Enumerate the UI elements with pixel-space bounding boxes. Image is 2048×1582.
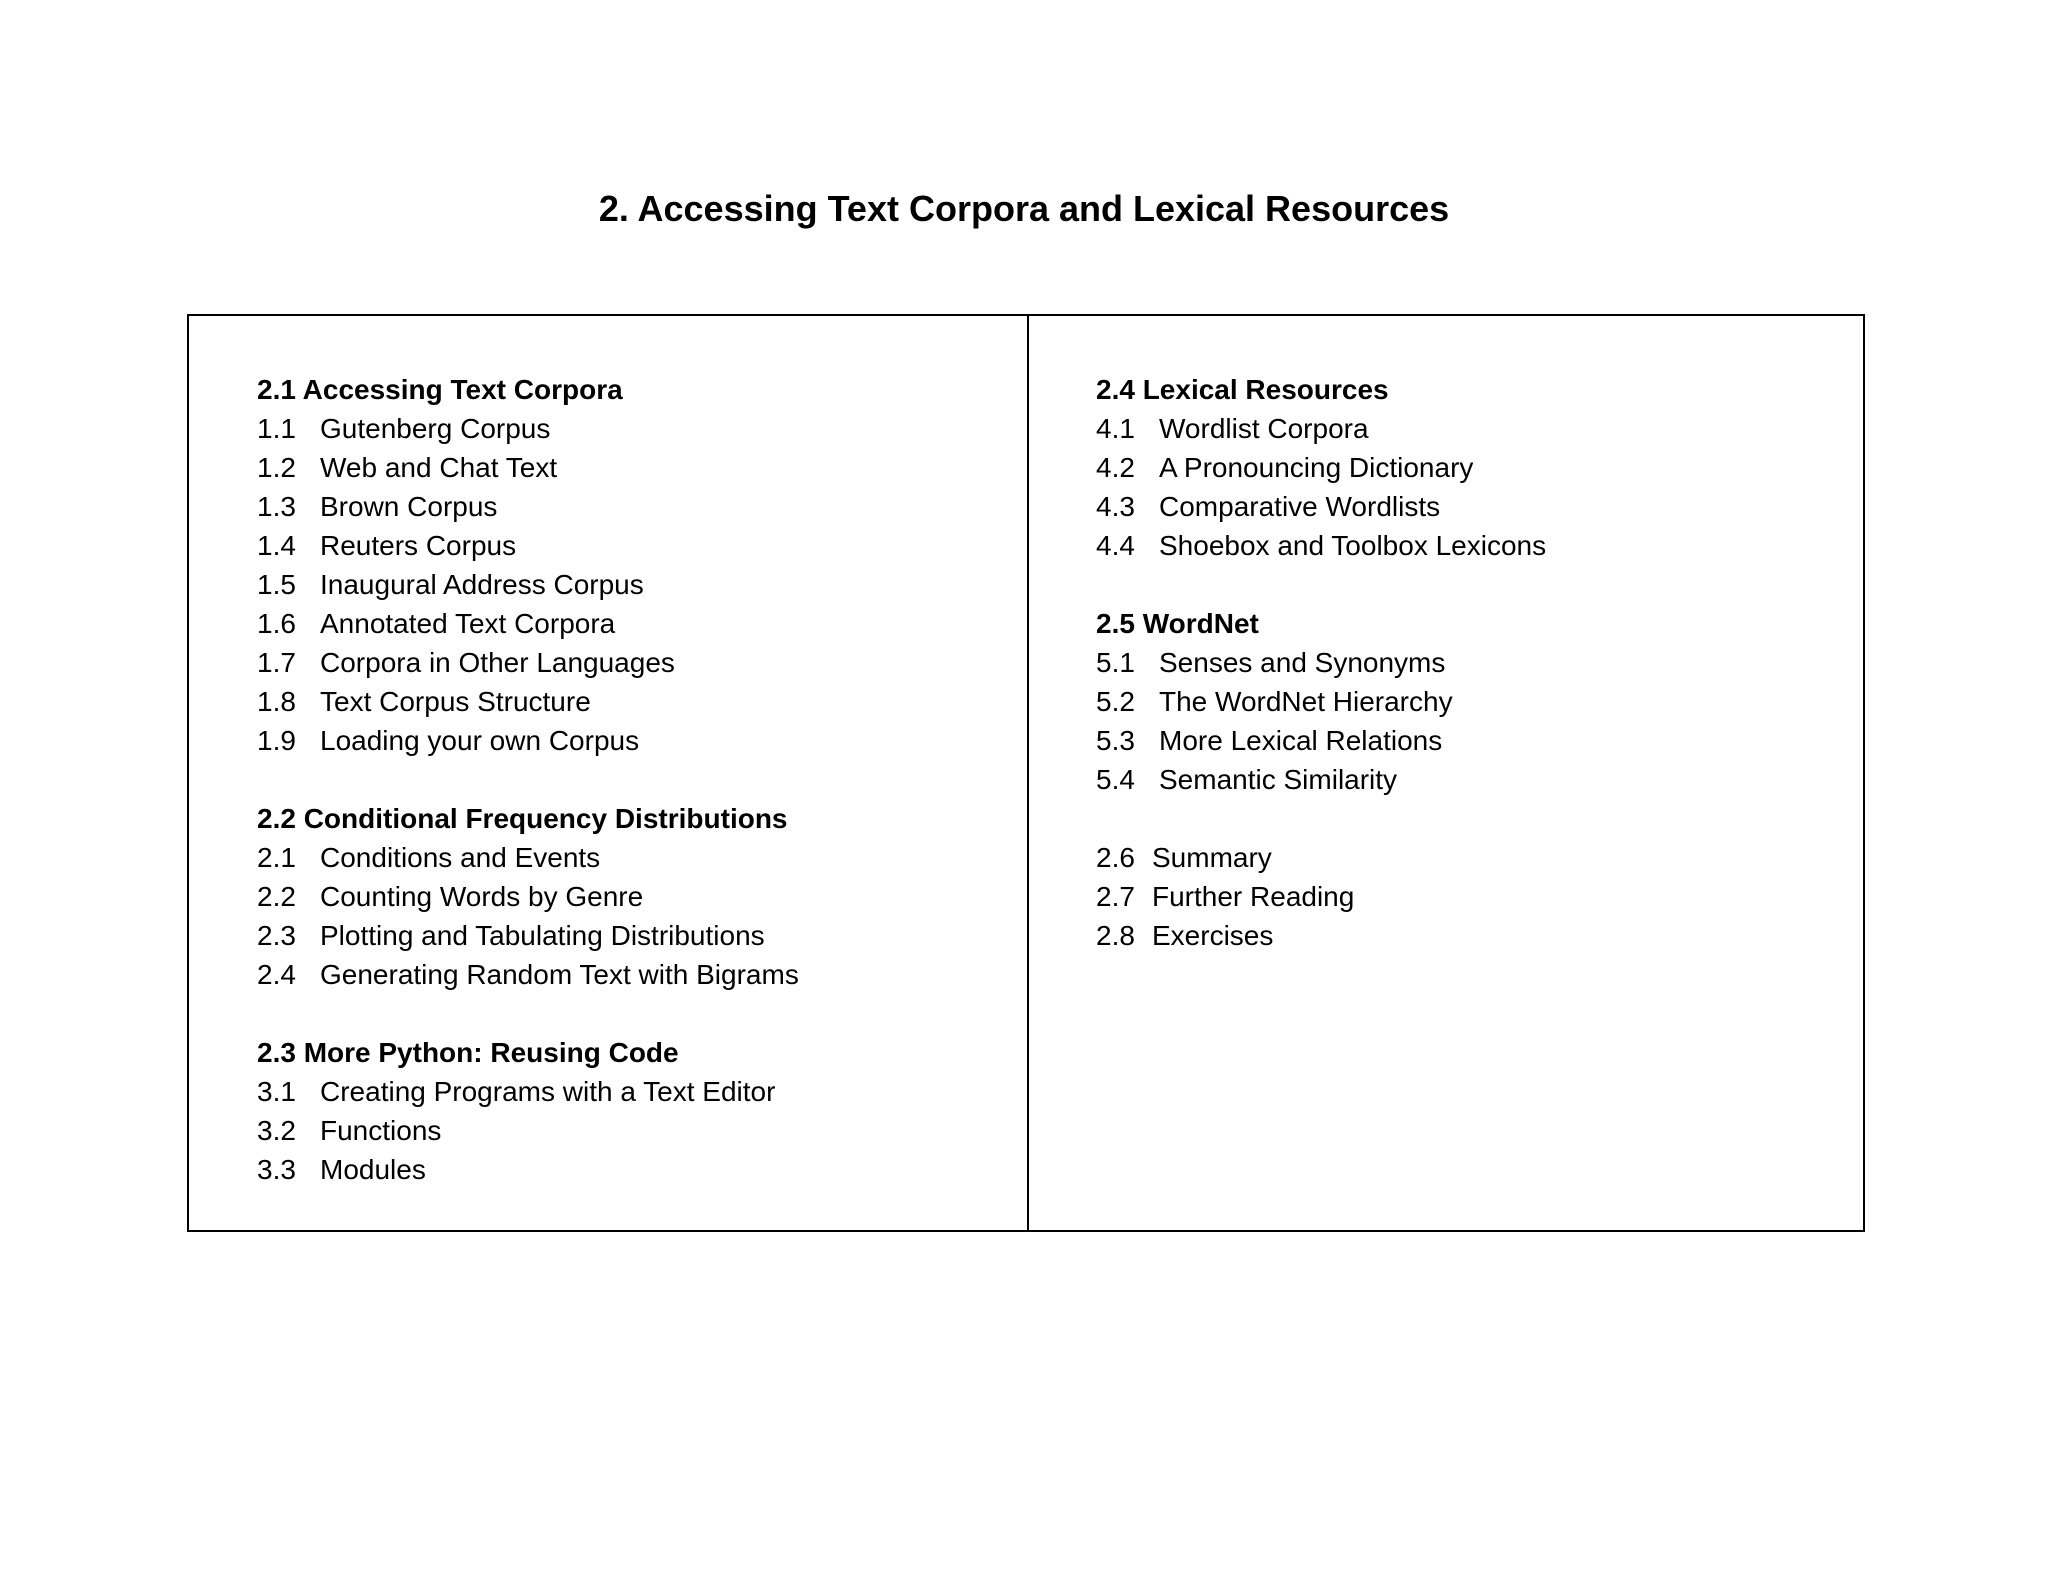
- toc-item-label: Reuters Corpus: [320, 530, 517, 561]
- toc-item: [257, 448, 799, 487]
- toc-item-number: 5.3: [1096, 725, 1135, 756]
- toc-item-label: Further Reading: [1152, 881, 1355, 912]
- column-divider: [1027, 316, 1029, 1230]
- toc-item: [257, 1072, 799, 1111]
- toc-item-label: A Pronouncing Dictionary: [1159, 452, 1474, 483]
- toc-item: [1096, 448, 1546, 487]
- toc-item-number: 2.3: [257, 920, 296, 951]
- toc-item-label: Corpora in Other Languages: [320, 647, 675, 678]
- section-spacer: [257, 760, 799, 799]
- toc-item-number: 1.2: [257, 452, 296, 483]
- toc-item-label: Plotting and Tabulating Distributions: [320, 920, 765, 951]
- toc-item: [257, 643, 799, 682]
- toc-item: [257, 1111, 799, 1150]
- section-heading: 2.1 Accessing Text Corpora: [257, 374, 623, 405]
- section-spacer: [1096, 565, 1546, 604]
- toc-item-label: Annotated Text Corpora: [320, 608, 616, 639]
- toc-right-column: [1096, 370, 1546, 955]
- toc-item-label: Counting Words by Genre: [320, 881, 644, 912]
- toc-item-label: The WordNet Hierarchy: [1159, 686, 1453, 717]
- toc-item-number: 2.6: [1096, 842, 1135, 873]
- toc-item-label: Conditions and Events: [320, 842, 601, 873]
- section-spacer: [257, 994, 799, 1033]
- toc-item: [1096, 526, 1546, 565]
- toc-item-label: Summary: [1152, 842, 1272, 873]
- toc-item-label: Web and Chat Text: [320, 452, 558, 483]
- toc-item: [1096, 721, 1546, 760]
- toc-extra-item: [1096, 838, 1546, 877]
- toc-item: [257, 838, 799, 877]
- toc-item-label: Gutenberg Corpus: [320, 413, 551, 444]
- toc-item-label: Text Corpus Structure: [320, 686, 591, 717]
- toc-item-number: 2.8: [1096, 920, 1135, 951]
- section-heading: 2.4 Lexical Resources: [1096, 374, 1389, 405]
- table-of-contents: [187, 314, 1865, 1232]
- toc-item: [1096, 487, 1546, 526]
- toc-item: [257, 604, 799, 643]
- toc-item-label: Semantic Similarity: [1159, 764, 1398, 795]
- toc-item-number: 5.4: [1096, 764, 1135, 795]
- toc-item: [257, 487, 799, 526]
- toc-item-number: 1.3: [257, 491, 296, 522]
- toc-item-number: 2.7: [1096, 881, 1135, 912]
- toc-item: [257, 916, 799, 955]
- toc-item-label: Inaugural Address Corpus: [320, 569, 644, 600]
- toc-item: [1096, 409, 1546, 448]
- toc-item-number: 4.3: [1096, 491, 1135, 522]
- toc-item-label: Brown Corpus: [320, 491, 498, 522]
- page-title: 2. Accessing Text Corpora and Lexical Resources: [598, 188, 1450, 229]
- section-heading: 2.3 More Python: Reusing Code: [257, 1037, 679, 1068]
- toc-item: [1096, 760, 1546, 799]
- section-heading: 2.5 WordNet: [1096, 608, 1259, 639]
- toc-item-number: 1.9: [257, 725, 296, 756]
- toc-item-label: Modules: [320, 1154, 426, 1185]
- toc-item: [257, 565, 799, 604]
- toc-item-label: Comparative Wordlists: [1159, 491, 1441, 522]
- toc-item-label: Shoebox and Toolbox Lexicons: [1159, 530, 1547, 561]
- section-heading: 2.2 Conditional Frequency Distributions: [257, 803, 788, 834]
- toc-item: [1096, 643, 1546, 682]
- toc-item-number: 1.6: [257, 608, 296, 639]
- toc-item-label: Loading your own Corpus: [320, 725, 640, 756]
- toc-item: [1096, 682, 1546, 721]
- toc-item: [257, 955, 799, 994]
- toc-item-number: 4.4: [1096, 530, 1135, 561]
- toc-item-number: 2.2: [257, 881, 296, 912]
- toc-item-label: More Lexical Relations: [1159, 725, 1443, 756]
- toc-item-label: Functions: [320, 1115, 442, 1146]
- toc-item-number: 2.1: [257, 842, 296, 873]
- toc-item-number: 1.5: [257, 569, 296, 600]
- toc-item: [257, 721, 799, 760]
- toc-item-number: 5.2: [1096, 686, 1135, 717]
- toc-item-number: 4.2: [1096, 452, 1135, 483]
- toc-item-label: Exercises: [1152, 920, 1274, 951]
- toc-item: [257, 682, 799, 721]
- toc-item-label: Senses and Synonyms: [1159, 647, 1446, 678]
- toc-item: [257, 409, 799, 448]
- section-spacer: [1096, 799, 1546, 838]
- toc-extra-item: [1096, 916, 1546, 955]
- toc-item-label: Wordlist Corpora: [1159, 413, 1369, 444]
- toc-item-number: 3.2: [257, 1115, 296, 1146]
- toc-item-number: 3.1: [257, 1076, 296, 1107]
- toc-item-number: 5.1: [1096, 647, 1135, 678]
- toc-item-number: 4.1: [1096, 413, 1135, 444]
- toc-item-label: Generating Random Text with Bigrams: [320, 959, 799, 990]
- toc-left-column: [257, 370, 799, 1189]
- toc-item-number: 2.4: [257, 959, 296, 990]
- toc-item-number: 1.1: [257, 413, 296, 444]
- toc-item-label: Creating Programs with a Text Editor: [320, 1076, 776, 1107]
- toc-item: [257, 877, 799, 916]
- toc-item-number: 1.7: [257, 647, 296, 678]
- toc-item-number: 1.4: [257, 530, 296, 561]
- toc-item-number: 3.3: [257, 1154, 296, 1185]
- toc-item: [257, 1150, 799, 1189]
- toc-item: [257, 526, 799, 565]
- toc-extra-item: [1096, 877, 1546, 916]
- toc-item-number: 1.8: [257, 686, 296, 717]
